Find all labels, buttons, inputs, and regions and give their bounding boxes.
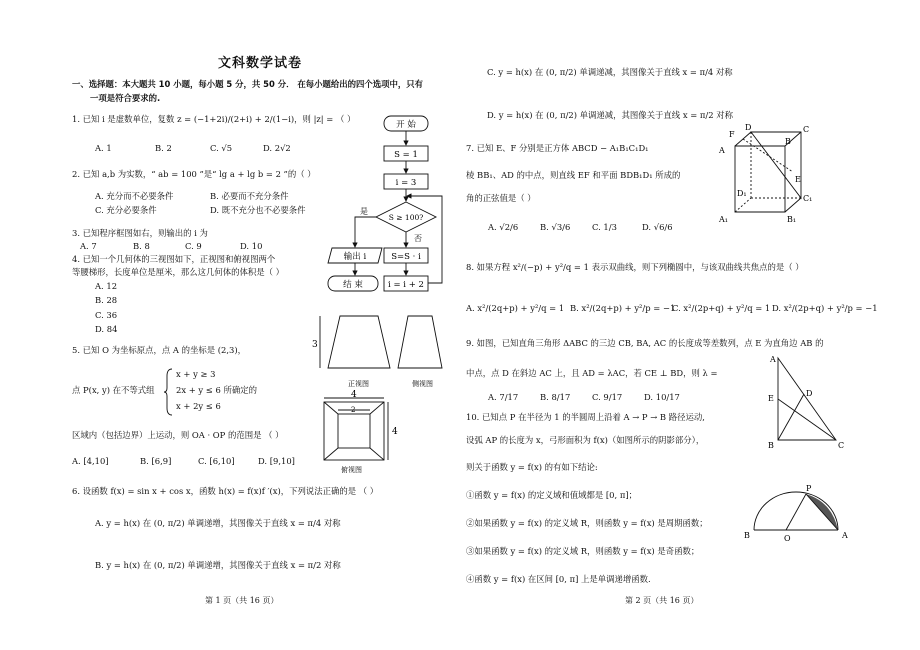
- tri-label-c: C: [838, 441, 845, 450]
- flow-s1-label: S = 1: [394, 150, 418, 160]
- q5-option-a: A. [4,10]: [72, 456, 109, 466]
- q2-option-a: A. 充分而不必要条件: [95, 191, 174, 201]
- section1-line1: 一、选择题：本大题共 10 小题，每小题 5 分，共 50 分． 在每小题给出的四个选项中，只有: [72, 79, 424, 89]
- q5-ineq-3: x + 2y ≤ 6: [176, 401, 221, 411]
- q1-option-a: A. 1: [95, 143, 112, 153]
- tri-label-a: A: [770, 355, 776, 364]
- q3-option-b: B. 8: [133, 241, 150, 251]
- q7-stem-2: 棱 BB₁、AD 的中点，则直线 EF 和平面 BDB₁D₁ 所成的: [466, 170, 681, 180]
- right-page: [460, 0, 920, 650]
- tri-label-d: D: [806, 389, 813, 398]
- cube-label-e: E: [795, 175, 801, 184]
- semi-label-p: P: [806, 484, 812, 493]
- q5-option-b: B. [6,9]: [140, 456, 172, 466]
- view-width-label: 4: [351, 390, 357, 400]
- q5-option-d: D. [9,10]: [258, 456, 295, 466]
- section1-line2: 一项是符合要求的.: [90, 93, 161, 103]
- cube-label-a: A: [719, 146, 725, 155]
- flow-end-label: 结 束: [343, 280, 363, 290]
- q2-stem: 2. 已知 a,b 为实数，“ ab = 100 ”是“ lg a + lg b = 2 ”的（ ）: [72, 169, 316, 179]
- cube-label-b: B: [785, 137, 791, 146]
- flow-mul-label: S=S · i: [391, 252, 421, 262]
- flow-yes-label: 是: [360, 207, 368, 216]
- q6-option-c: C. y = h(x) 在 (0, π/2) 单调递减，其图像关于直线 x = π/4 对称: [487, 67, 733, 77]
- q7-option-c: C. 1/3: [592, 222, 617, 232]
- q4-option-b: B. 28: [95, 295, 118, 305]
- q5-ineq-2: 2x + y ≤ 6 所确定的: [176, 385, 257, 395]
- q2-option-c: C. 充分必要条件: [95, 205, 157, 215]
- semicircle-figure: [740, 480, 860, 550]
- semi-label-a: A: [842, 531, 848, 540]
- q5-option-c: C. [6,10]: [198, 456, 235, 466]
- cube-label-d1: D₁: [737, 189, 747, 198]
- q3-option-a: A. 7: [80, 241, 97, 251]
- q5-stem-3: 区域内（包括边界）上运动，则 OA · OP 的范围是 （ ）: [72, 430, 284, 440]
- three-views-figure: [308, 310, 458, 475]
- top-view-inner: [338, 414, 370, 448]
- flow-no-label: 否: [414, 234, 422, 243]
- cube-label-c1: C₁: [803, 194, 813, 203]
- q10-stem-2: 设弧 AP 的长度为 x，弓形面积为 f(x)（如图所示的阴影部分），: [466, 435, 705, 445]
- view-height-label: 3: [312, 340, 318, 350]
- cube-figure: [715, 120, 835, 230]
- q6-option-a: A. y = h(x) 在 (0, π/2) 单调递增，其图像关于直线 x = π/4 对称: [95, 518, 341, 528]
- q6-option-d: D. y = h(x) 在 (0, π/2) 单调递减，其图像关于直线 x = π/2 对称: [487, 110, 733, 120]
- semi-label-b: B: [744, 531, 750, 540]
- front-view-shape: [328, 316, 390, 368]
- flow-inc-label: i = i + 2: [388, 280, 424, 290]
- q8-stem: 8. 如果方程 x²/(−p) + y²/q = 1 表示双曲线，则下列椭圆中，与该双曲线共焦点的是（ ）: [466, 262, 804, 272]
- q1-stem: 1. 已知 i 是虚数单位，复数 z = (−1+2i)/(2+i) + 2/(1−i)，则 |z| = （ ）: [72, 114, 356, 124]
- q7-option-d: D. √6/6: [642, 222, 673, 232]
- triangle-figure: [760, 352, 860, 452]
- q10-stem-1: 10. 已知点 P 在半径为 1 的半圆周上沿着 A → P → B 路径运动,: [466, 412, 705, 422]
- page-title: 文科数学试卷: [218, 56, 303, 71]
- q9-option-c: C. 9/17: [592, 392, 623, 402]
- q10-conclusion-1: ①函数 y = f(x) 的定义域和值域都是 [0, π]；: [466, 490, 637, 500]
- q9-option-d: D. 10/17: [644, 392, 680, 402]
- side-view-caption: 侧视图: [412, 380, 433, 388]
- q4-option-c: C. 36: [95, 310, 118, 320]
- cube-front-face: [735, 146, 785, 212]
- q5-stem-1: 5. 已知 O 为坐标原点，点 A 的坐标是 (2,3)，: [72, 345, 246, 355]
- q4-stem-2: 等腰梯形，长度单位是厘米，那么这几何体的体积是（ ）: [72, 267, 285, 277]
- q9-stem-1: 9. 如图，已知直角三角形 ΔABC 的三边 CB, BA, AC 的长度成等差数列，点 E 为直角边 AB 的: [466, 338, 824, 348]
- q9-option-b: B. 8/17: [540, 392, 571, 402]
- q1-option-b: B. 2: [155, 143, 172, 153]
- q10-conclusion-4: ④函数 y = f(x) 在区间 [0, π] 上是单调递增函数.: [466, 574, 651, 584]
- side-view-shape: [398, 316, 442, 368]
- footer-left: 第 1 页（共 16 页）: [205, 596, 279, 605]
- flow-i3-label: i = 3: [395, 178, 417, 188]
- tri-label-e: E: [768, 394, 774, 403]
- q4-option-d: D. 84: [95, 324, 118, 334]
- cube-label-c: C: [803, 125, 810, 134]
- q10-stem-3: 则关于函数 y = f(x) 的有如下结论:: [466, 462, 598, 472]
- q3-option-c: C. 9: [185, 241, 202, 251]
- triangle-abc: [778, 358, 836, 440]
- q5-brace: [164, 368, 174, 416]
- q4-stem-1: 4. 已知一个几何体的三视图如下，正视图和俯视图两个: [72, 254, 276, 264]
- view-depth-label: 4: [392, 427, 398, 437]
- q8-option-d: D. x²/(2p+q) + y²/p = −1: [772, 303, 878, 313]
- front-view-caption: 正视图: [348, 380, 369, 388]
- q8-option-a: A. x²/(2q+p) + y²/q = 1: [466, 303, 565, 313]
- flowchart-figure: [318, 112, 448, 297]
- flow-cond-label: S ≥ 100?: [388, 213, 424, 222]
- q5-stem-2: 点 P(x, y) 在不等式组: [72, 385, 155, 395]
- semi-label-o: O: [784, 534, 791, 543]
- footer-right: 第 2 页（共 16 页）: [625, 596, 699, 605]
- flow-output-label: 输出 i: [343, 252, 367, 262]
- q7-option-b: B. √3/6: [540, 222, 571, 232]
- cube-label-d: D: [745, 123, 752, 132]
- cube-label-f: F: [729, 130, 735, 139]
- q3-stem: 3. 已知程序框图如右，则输出的 i 为: [72, 228, 208, 238]
- q2-option-d: D. 既不充分也不必要条件: [210, 205, 306, 215]
- q7-option-a: A. √2/6: [488, 222, 519, 232]
- q6-option-b: B. y = h(x) 在 (0, π/2) 单调递增，其图像关于直线 x = π/2 对称: [95, 560, 341, 570]
- q7-stem-1: 7. 已知 E、F 分别是正方体 ABCD − A₁B₁C₁D₁: [466, 143, 649, 153]
- cube-label-b1: B₁: [787, 215, 797, 224]
- q9-option-a: A. 7/17: [488, 392, 519, 402]
- q5-ineq-1: x + y ≥ 3: [176, 369, 216, 379]
- q9-stem-2: 中点，点 D 在斜边 AC 上，且 AD = λAC，若 CE ⊥ BD，则 λ =: [466, 368, 718, 378]
- top-view-caption: 俯视图: [341, 466, 362, 474]
- q8-option-c: C. x²/(2p+q) + y²/q = 1: [672, 303, 771, 313]
- q8-option-b: B. x²/(2q+p) + y²/p = −1: [570, 303, 676, 313]
- cube-label-a1: A₁: [719, 215, 728, 224]
- q3-option-d: D. 10: [240, 241, 263, 251]
- q7-stem-3: 角的正弦值是（ ）: [466, 193, 536, 203]
- view-inner-label: 2: [351, 406, 356, 414]
- q10-conclusion-3: ③如果函数 y = f(x) 的定义域 R，则函数 y = f(x) 是奇函数；: [466, 546, 700, 556]
- q6-stem: 6. 设函数 f(x) = sin x + cos x，函数 h(x) = f(x)f ′(x)，下列说法正确的是 （ ）: [72, 486, 379, 496]
- q2-option-b: B. 必要而不充分条件: [210, 191, 289, 201]
- q10-conclusion-2: ②如果函数 y = f(x) 的定义域 R，则函数 y = f(x) 是周期函数；: [466, 518, 708, 528]
- q1-option-c: C. √5: [210, 143, 233, 153]
- tri-label-b: B: [768, 441, 774, 450]
- flow-start-label: 开 始: [396, 120, 416, 130]
- q1-option-d: D. 2√2: [263, 143, 291, 153]
- q4-option-a: A. 12: [95, 281, 118, 291]
